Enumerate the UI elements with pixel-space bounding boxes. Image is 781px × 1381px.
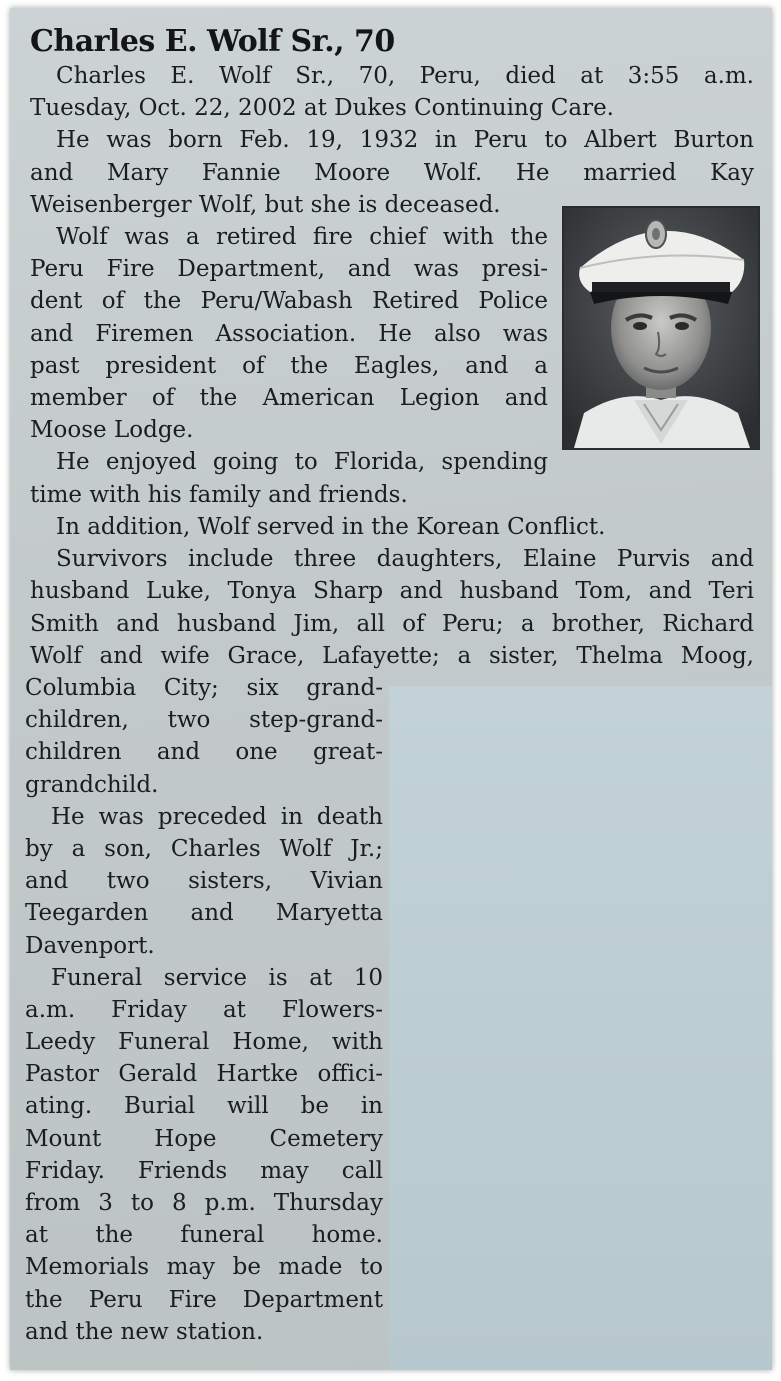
blank-paper-area [389,686,772,1370]
text-line: ating. Burial will be in [25,1093,383,1120]
text-line: dent of the Peru/Wabash Retired Police [30,288,548,315]
text-line: husband Luke, Tonya Sharp and husband Tom, and Teri [30,578,754,605]
text-line: Charles E. Wolf Sr., 70, Peru, died at 3:55 a.m. [56,63,754,89]
text-line: children, two step-grand- [25,707,383,734]
obituary-block-3 [30,511,754,672]
newspaper-clipping [10,8,772,1370]
text-line: at the funeral home. [25,1222,383,1249]
text-line: Columbia City; six grand- [25,675,383,701]
obituary-block-4 [25,672,383,1348]
text-line: the Peru Fire Department [25,1286,383,1313]
text-line: Wolf and wife Grace, Lafayette; a sister, Thelma Moog, [30,642,754,669]
text-line: and Mary Fannie Moore Wolf. He married Kay [30,159,754,186]
text-line: Survivors include three daughters, Elaine Purvis and [56,546,754,573]
text-line: Teegarden and Maryetta [25,900,383,927]
text-line: Friday. Friends may call [25,1157,383,1184]
text-line: Wolf was a retired fire chief with the [56,224,548,250]
portrait-photo [562,206,760,450]
text-line: by a son, Charles Wolf Jr.; [25,835,383,862]
text-line: Funeral service is at 10 [51,964,383,991]
text-line: Davenport. [25,932,155,959]
text-line: past president of the Eagles, and a [30,352,548,379]
text-line: Memorials may be made to [25,1254,383,1281]
text-line: Tuesday, Oct. 22, 2002 at Dukes Continuing Care. [30,95,614,122]
text-line: a.m. Friday at Flowers- [25,996,383,1023]
text-line: member of the American Legion and [30,384,548,411]
text-line: Peru Fire Department, and was presi- [30,256,548,283]
text-line: Weisenberger Wolf, but she is deceased. [30,191,501,218]
text-line: time with his family and friends. [30,481,408,508]
text-line: Leedy Funeral Home, with [25,1029,383,1056]
text-line: He was preceded in death [51,803,383,830]
text-line: Pastor Gerald Hartke offici- [25,1061,383,1088]
text-line: children and one great- [25,739,383,766]
obituary-block-1 [30,60,754,221]
text-line: grandchild. [25,771,159,798]
fire-chief-portrait-image [564,208,758,448]
text-line: and Firemen Association. He also was [30,320,548,347]
text-line: from 3 to 8 p.m. Thursday [25,1190,383,1216]
text-line: and two sisters, Vivian [25,868,383,895]
text-line: He enjoyed going to Florida, spending [56,449,548,476]
text-line: Mount Hope Cemetery [25,1125,383,1152]
text-line: Smith and husband Jim, all of Peru; a brother, Richard [30,610,754,637]
obituary-headline: Charles E. Wolf Sr., 70 [30,24,395,59]
text-line: and the new station. [25,1318,264,1345]
obituary-block-2 [30,221,548,511]
text-line: Moose Lodge. [30,417,194,444]
text-line: In addition, Wolf served in the Korean Conflict. [56,514,606,540]
text-line: He was born Feb. 19, 1932 in Peru to Albert Burton [56,127,754,154]
